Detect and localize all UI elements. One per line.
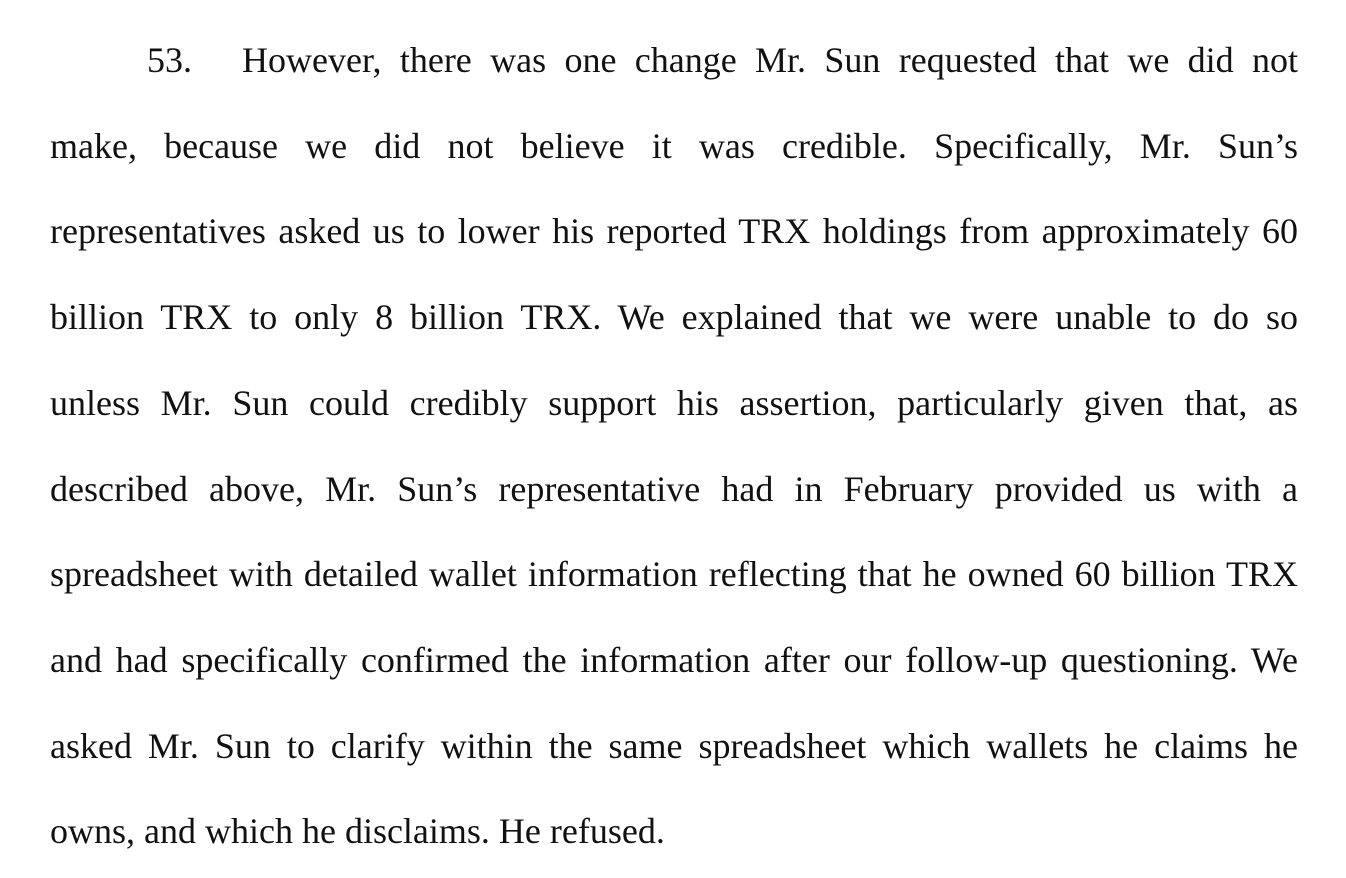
paragraph-line-7: spreadsheet with detailed wallet information reflecting that he owned 60 billion TRX (50, 554, 1298, 594)
paragraph-number: 53. (147, 40, 192, 80)
paragraph-line-1: However, there was one change Mr. Sun requested that we did not (242, 40, 1298, 80)
paragraph-first-line (50, 38, 1298, 82)
paragraph-line-5: unless Mr. Sun could credibly support his assertion, particularly given that, as (50, 383, 1298, 423)
paragraph-line-10: owns, and which he disclaims. He refused. (50, 811, 665, 851)
paragraph-line-9: asked Mr. Sun to clarify within the same spreadsheet which wallets he claims he (50, 726, 1298, 766)
paragraph-line-6: described above, Mr. Sun’s representative had in February provided us with a (50, 469, 1298, 509)
paragraph-line-3: representatives asked us to lower his reported TRX holdings from approximately 60 (50, 211, 1298, 251)
paragraph-line-4: billion TRX to only 8 billion TRX. We explained that we were unable to do so (50, 297, 1298, 337)
paragraph-line-2: make, because we did not believe it was credible. Specifically, Mr. Sun’s (50, 126, 1298, 166)
paragraph-line-8: and had specifically confirmed the information after our follow-up questioning. We (50, 640, 1298, 680)
